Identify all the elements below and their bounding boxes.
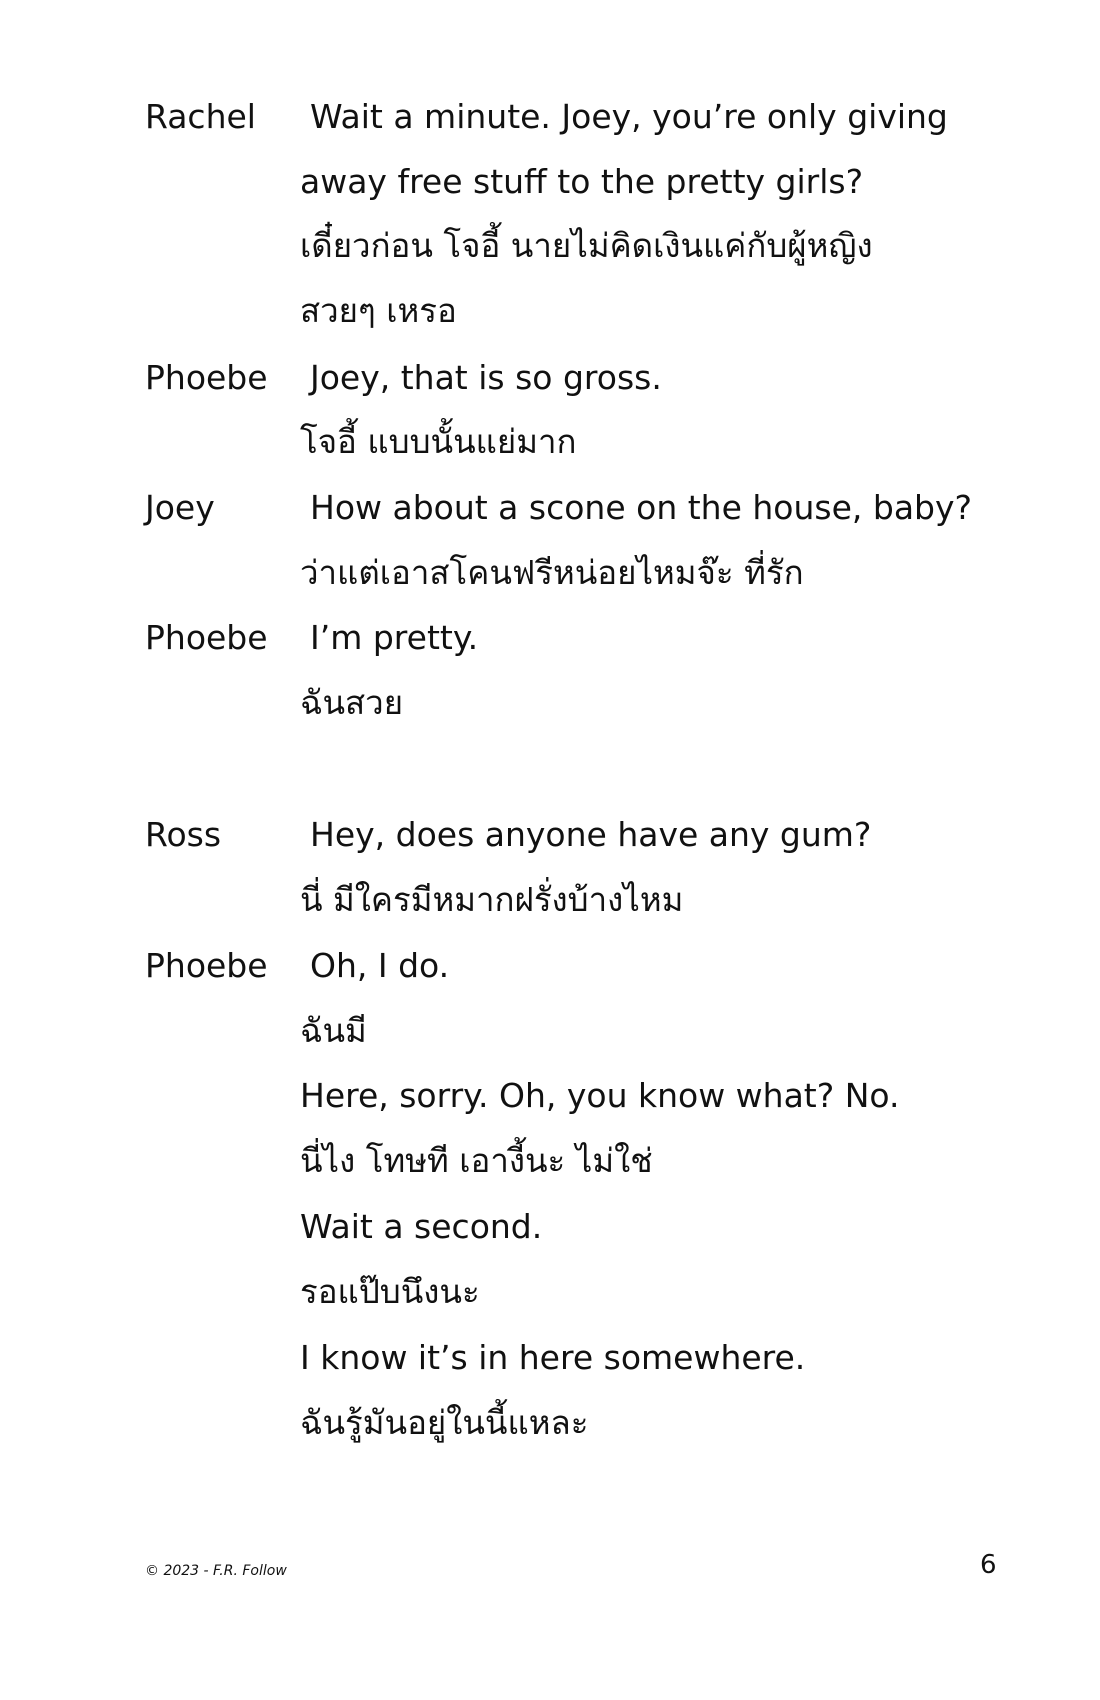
dialogue-line: How about a scone on the house, baby?: [310, 488, 973, 527]
dialogue-line: Oh, I do.: [310, 946, 450, 985]
page-number: 6: [980, 1550, 997, 1580]
dialogue-line: Wait a minute. Joey, you’re only giving: [310, 97, 948, 136]
speaker-name: Phoebe: [145, 358, 268, 397]
dialogue-line-thai: นี่ มีใครมีหมากฝรั่งบ้างไหม: [300, 880, 684, 919]
dialogue-line: Hey, does anyone have any gum?: [310, 815, 872, 854]
dialogue-line: Here, sorry. Oh, you know what? No.: [300, 1076, 900, 1115]
dialogue-line-thai: เดี๋ยวก่อน โจอี้ นายไม่คิดเงินแค่กับผู้หญิง: [300, 226, 873, 265]
dialogue-line-thai: โจอี้ แบบนั้นแย่มาก: [300, 422, 577, 461]
dialogue-line: I know it’s in here somewhere.: [300, 1338, 806, 1377]
dialogue-line: Wait a second.: [300, 1207, 543, 1246]
speaker-name: Rachel: [145, 97, 256, 136]
dialogue-line-thai: ว่าแต่เอาสโคนฟรีหน่อยไหมจ๊ะ ที่รัก: [300, 553, 804, 592]
dialogue-line-thai: นี่ไง โทษที เอางี้นะ ไม่ใช่: [300, 1141, 653, 1180]
dialogue-line: away free stuff to the pretty girls?: [300, 162, 864, 201]
dialogue-line: Joey, that is so gross.: [310, 358, 662, 397]
dialogue-line: I’m pretty.: [310, 618, 479, 657]
dialogue-line-thai: ฉันสวย: [300, 683, 404, 722]
copyright-notice: © 2023 - F.R. Follow: [145, 1563, 287, 1579]
dialogue-line-thai: ฉันมี: [300, 1011, 367, 1050]
speaker-name: Ross: [145, 815, 222, 854]
dialogue-line-thai: ฉันรู้มันอยู่ในนี้แหละ: [300, 1403, 589, 1442]
speaker-name: Joey: [145, 488, 215, 527]
dialogue-line-thai: รอแป๊บนึงนะ: [300, 1272, 480, 1311]
dialogue-line-thai: สวยๆ เหรอ: [300, 291, 457, 330]
speaker-name: Phoebe: [145, 618, 268, 657]
speaker-name: Phoebe: [145, 946, 268, 985]
